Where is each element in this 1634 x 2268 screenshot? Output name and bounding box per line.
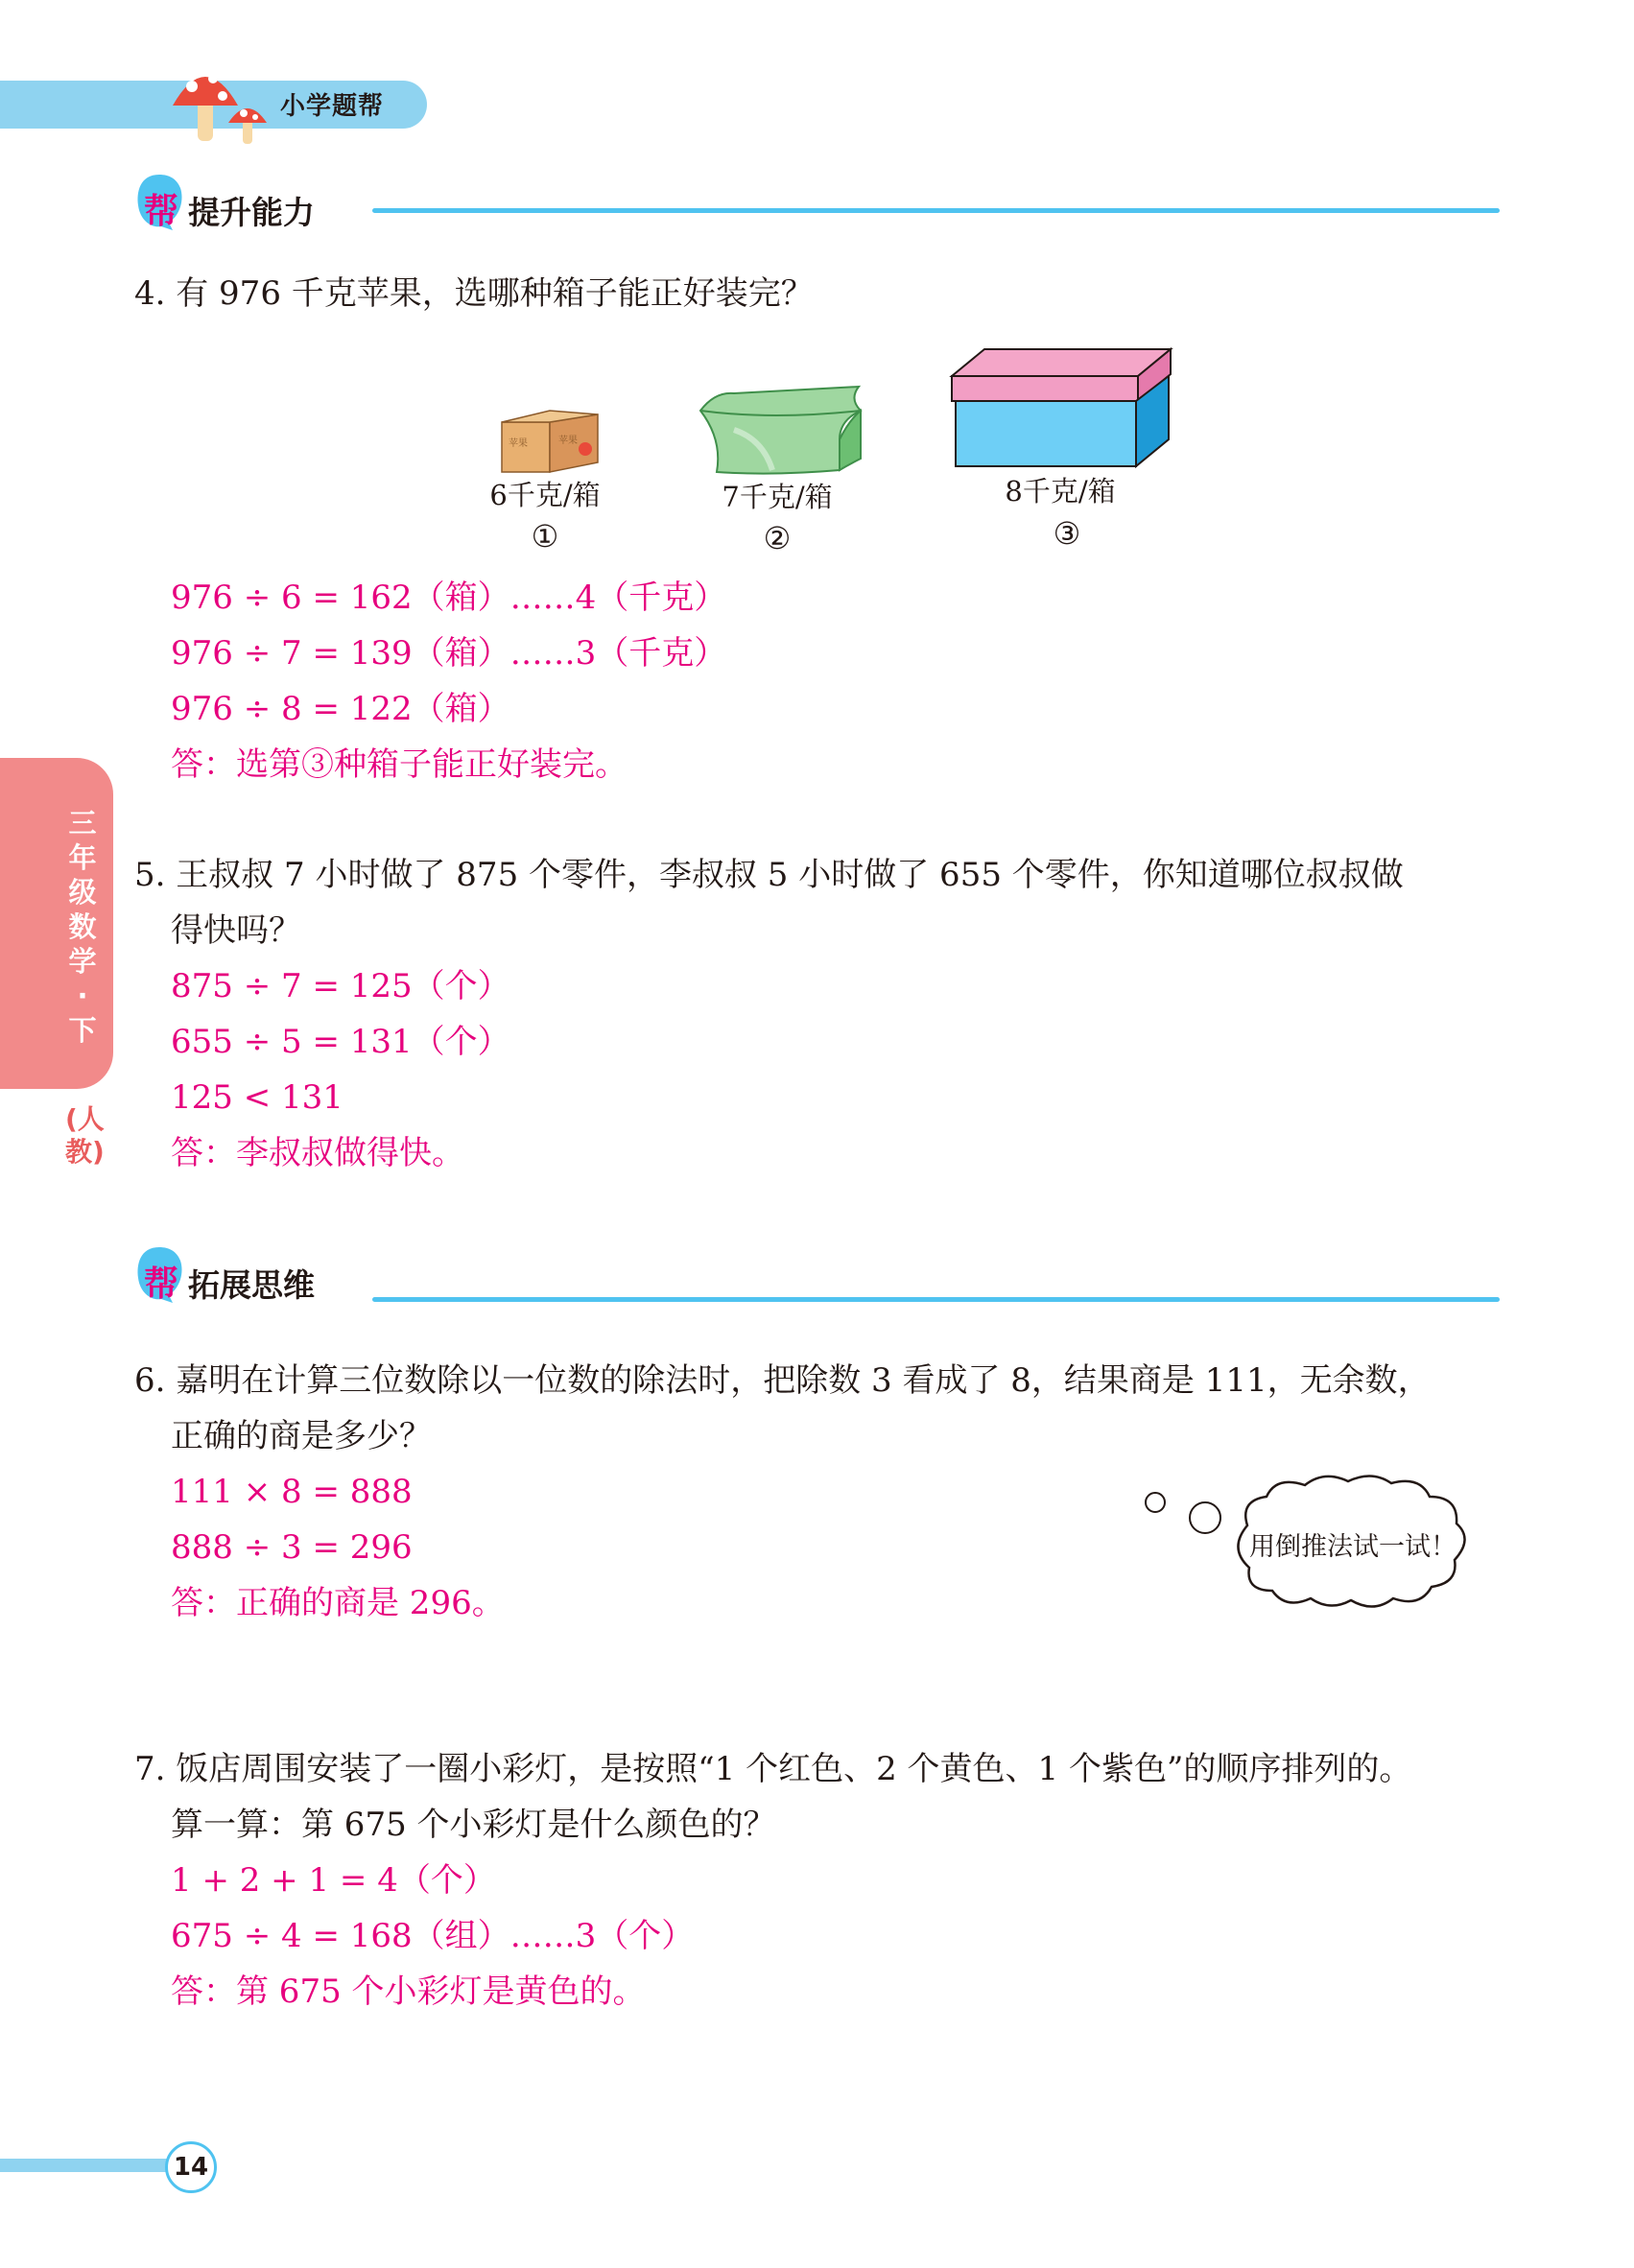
q4-answer-1: 976 ÷ 6 = 162（箱）……4（千克）	[171, 579, 727, 617]
q5-answer-3: 125 < 131	[171, 1078, 343, 1117]
brand-label: 小学题帮	[280, 92, 385, 121]
question-4: 4. 有 976 千克苹果，选哪种箱子能正好装完？	[134, 274, 814, 313]
box-1-label: 6千克/箱	[489, 479, 601, 511]
q4-answer-conclusion: 答：选第③种箱子能正好装完。	[171, 745, 628, 784]
mushroom-icon	[163, 58, 278, 149]
q6-answer-conclusion: 答：正确的商是 296。	[171, 1584, 505, 1622]
q5-answer-conclusion: 答：李叔叔做得快。	[171, 1134, 464, 1172]
section-title-ability: 提升能力	[188, 194, 315, 231]
question-7-line-2: 算一算：第 675 个小彩灯是什么颜色的？	[171, 1806, 776, 1844]
box-3-number: ③	[1053, 515, 1081, 552]
svg-text:苹果: 苹果	[509, 438, 528, 449]
box-1-number: ①	[531, 518, 559, 555]
question-5-line-1: 5. 王叔叔 7 小时做了 875 个零件，李叔叔 5 小时做了 655 个零件，你知道哪位叔叔做	[134, 856, 1404, 894]
q7-answer-2: 675 ÷ 4 = 168（组）……3（个）	[171, 1917, 695, 1955]
cardboard-box-image	[497, 403, 603, 475]
q7-answer-1: 1 + 2 + 1 = 4（个）	[171, 1861, 496, 1900]
help-badge-char: 帮	[144, 1264, 179, 1304]
question-7-line-1: 7. 饭店周围安装了一圈小彩灯，是按照“1 个红色、2 个黄色、1 个紫色”的顺序排列的。	[134, 1750, 1412, 1788]
box-3-label: 8千克/箱	[1005, 475, 1116, 508]
side-tab-sub: (人教)	[65, 1103, 105, 1168]
section-title-thinking: 拓展思维	[188, 1266, 315, 1304]
q4-answer-3: 976 ÷ 8 = 122（箱）	[171, 690, 510, 728]
question-6-line-2: 正确的商是多少？	[171, 1417, 432, 1455]
section-divider	[372, 1297, 1500, 1302]
q7-answer-conclusion: 答：第 675 个小彩灯是黄色的。	[171, 1973, 646, 2011]
q6-answer-1: 111 × 8 = 888	[171, 1473, 413, 1511]
page-number: 14	[165, 2141, 217, 2193]
svg-text:苹果: 苹果	[558, 436, 578, 446]
side-tab-text: 三年级数学·下	[68, 807, 97, 1047]
question-6-line-1: 6. 嘉明在计算三位数除以一位数的除法时，把除数 3 看成了 8，结果商是 111，无余数，	[134, 1361, 1431, 1400]
hint-text: 用倒推法试一试！	[1249, 1532, 1456, 1562]
q6-answer-2: 888 ÷ 3 = 296	[171, 1528, 413, 1567]
footer-bar	[0, 2159, 187, 2172]
green-box-image	[696, 382, 868, 478]
help-badge-char: 帮	[144, 192, 179, 231]
q4-answer-2: 976 ÷ 7 = 139（箱）……3（千克）	[171, 634, 727, 673]
box-2-label: 7千克/箱	[722, 481, 833, 513]
q5-answer-2: 655 ÷ 5 = 131（个）	[171, 1023, 510, 1061]
box-2-number: ②	[763, 520, 792, 556]
question-5-line-2: 得快吗？	[171, 911, 301, 950]
blue-box-image	[948, 343, 1178, 470]
section-divider	[372, 208, 1500, 213]
q5-answer-1: 875 ÷ 7 = 125（个）	[171, 967, 510, 1005]
